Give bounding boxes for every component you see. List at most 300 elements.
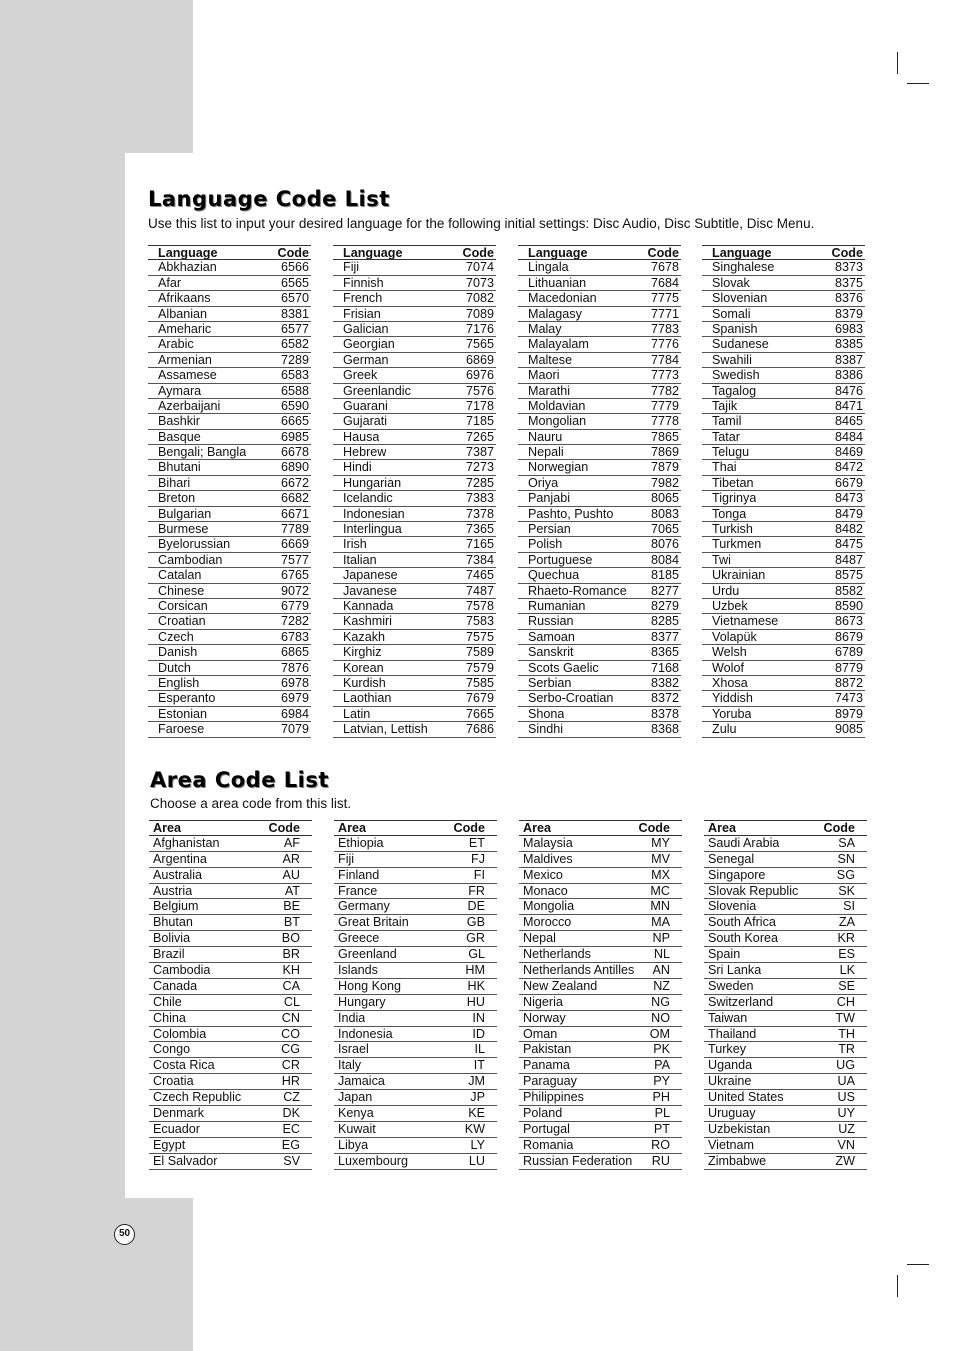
row-code: TR <box>838 1042 855 1057</box>
table-row <box>333 384 496 399</box>
table-row <box>518 553 681 568</box>
table-row <box>149 1138 312 1154</box>
table-column <box>519 820 682 1170</box>
row-name: Korean <box>343 660 384 675</box>
table-row <box>149 1058 312 1074</box>
row-name: Bhutan <box>153 915 193 930</box>
row-code: 7776 <box>650 337 679 352</box>
row-code: CN <box>281 1010 300 1025</box>
row-name: Thai <box>712 460 737 475</box>
row-code: MA <box>651 915 670 930</box>
table-header-row <box>334 820 497 836</box>
row-code: 9085 <box>834 722 863 737</box>
table-row <box>518 476 681 491</box>
row-name: Japan <box>338 1090 373 1105</box>
row-name: Malaysia <box>523 835 573 850</box>
table-row <box>702 522 865 537</box>
row-name: Indonesia <box>338 1026 393 1041</box>
row-code: SI <box>843 899 855 914</box>
row-code: NL <box>653 947 670 962</box>
table-row <box>148 645 311 660</box>
row-code: 7165 <box>465 537 494 552</box>
row-name: Nepali <box>528 445 564 460</box>
row-code: 8372 <box>650 691 679 706</box>
table-row <box>334 963 497 979</box>
row-name: Marathi <box>528 383 570 398</box>
row-code: CR <box>281 1058 300 1073</box>
row-name: Nigeria <box>523 994 563 1009</box>
row-name: Uruguay <box>708 1106 756 1121</box>
row-name: Germany <box>338 899 390 914</box>
row-name: El Salvador <box>153 1153 218 1168</box>
table-row <box>334 1011 497 1027</box>
table-row <box>702 645 865 660</box>
table-row <box>519 1106 682 1122</box>
table-row <box>333 522 496 537</box>
row-name: Vietnamese <box>712 614 779 629</box>
table-row <box>148 691 311 706</box>
row-code: 8373 <box>834 260 863 275</box>
row-code: 8076 <box>650 537 679 552</box>
row-name: Czech Republic <box>153 1090 242 1105</box>
row-code: 8476 <box>834 383 863 398</box>
table-row <box>702 491 865 506</box>
table-row <box>149 1011 312 1027</box>
row-name: Macedonian <box>528 291 597 306</box>
table-row <box>702 399 865 414</box>
row-code: 6985 <box>280 429 309 444</box>
table-row <box>333 553 496 568</box>
row-name: Yoruba <box>712 706 752 721</box>
table-row <box>333 430 496 445</box>
table-row <box>704 852 867 868</box>
row-name: Bulgarian <box>158 506 212 521</box>
row-name: Uzbekistan <box>708 1121 771 1136</box>
table-row <box>334 868 497 884</box>
row-name: Basque <box>158 429 201 444</box>
row-code: 6765 <box>280 568 309 583</box>
row-name: Maltese <box>528 352 573 367</box>
row-code: NG <box>651 994 670 1009</box>
table-row <box>519 868 682 884</box>
table-row <box>702 384 865 399</box>
header-name-label: Area <box>523 821 552 835</box>
table-row <box>519 947 682 963</box>
row-name: Indonesian <box>343 506 405 521</box>
header-name-label: Language <box>528 246 588 260</box>
row-name: Quechua <box>528 568 580 583</box>
table-row <box>519 1074 682 1090</box>
row-name: Abkhazian <box>158 260 217 275</box>
row-code: 8482 <box>834 522 863 537</box>
row-name: Cambodia <box>153 963 211 978</box>
row-code: AR <box>282 851 300 866</box>
row-code: UY <box>837 1106 855 1121</box>
row-name: Finnish <box>343 275 384 290</box>
row-name: Wolof <box>712 660 744 675</box>
table-row <box>333 276 496 291</box>
row-name: Zulu <box>712 722 737 737</box>
table-row <box>702 568 865 583</box>
row-code: CH <box>836 994 855 1009</box>
row-code: 8469 <box>834 445 863 460</box>
row-code: 7578 <box>465 598 494 613</box>
row-code: ZA <box>838 915 855 930</box>
row-name: Kurdish <box>343 675 386 690</box>
row-name: Corsican <box>158 598 208 613</box>
row-name: Serbian <box>528 675 572 690</box>
row-code: GB <box>466 915 485 930</box>
row-name: Lithuanian <box>528 275 587 290</box>
table-row <box>333 291 496 306</box>
table-row <box>702 291 865 306</box>
row-code: 6669 <box>280 537 309 552</box>
row-code: 7178 <box>465 398 494 413</box>
table-row <box>518 522 681 537</box>
row-name: Tibetan <box>712 475 754 490</box>
row-name: Afrikaans <box>158 291 211 306</box>
table-row <box>704 1090 867 1106</box>
table-row <box>518 430 681 445</box>
row-code: 7168 <box>650 660 679 675</box>
row-name: South Africa <box>708 915 776 930</box>
row-code: BO <box>281 931 300 946</box>
row-name: Croatia <box>153 1074 194 1089</box>
table-row <box>518 661 681 676</box>
row-name: Luxembourg <box>338 1153 409 1168</box>
row-name: Latvian, Lettish <box>343 722 428 737</box>
row-code: 8582 <box>834 583 863 598</box>
table-column <box>334 820 497 1170</box>
row-code: 6577 <box>280 321 309 336</box>
row-code: 6890 <box>280 460 309 475</box>
row-code: 7879 <box>650 460 679 475</box>
row-name: Russian <box>528 614 574 629</box>
table-row <box>518 353 681 368</box>
header-code-label: Code <box>268 821 300 835</box>
row-name: Turkey <box>708 1042 747 1057</box>
row-name: Jamaica <box>338 1074 385 1089</box>
table-row <box>518 384 681 399</box>
table-row <box>148 276 311 291</box>
row-name: Danish <box>158 645 198 660</box>
row-name: Turkish <box>712 522 753 537</box>
row-name: New Zealand <box>523 978 598 993</box>
table-row <box>333 691 496 706</box>
row-name: Kannada <box>343 598 394 613</box>
table-row <box>702 307 865 322</box>
table-row <box>704 915 867 931</box>
table-row <box>702 507 865 522</box>
row-code: HM <box>465 963 485 978</box>
row-code: HK <box>467 978 485 993</box>
row-name: Israel <box>338 1042 369 1057</box>
table-row <box>148 291 311 306</box>
row-code: 7865 <box>650 429 679 444</box>
row-name: Kirghiz <box>343 645 382 660</box>
row-name: Oman <box>523 1026 558 1041</box>
row-code: 7074 <box>465 260 494 275</box>
row-name: Denmark <box>153 1106 205 1121</box>
row-code: 8285 <box>650 614 679 629</box>
header-name-label: Language <box>343 246 403 260</box>
header-code-label: Code <box>823 821 855 835</box>
area-code-list-description: Choose a area code from this list. <box>150 796 352 811</box>
table-row <box>519 995 682 1011</box>
table-row <box>702 707 865 722</box>
row-name: Byelorussian <box>158 537 231 552</box>
table-row <box>149 963 312 979</box>
row-name: Hausa <box>343 429 380 444</box>
row-code: PT <box>653 1121 670 1136</box>
row-name: Maori <box>528 368 560 383</box>
table-row <box>148 676 311 691</box>
row-code: 7089 <box>465 306 494 321</box>
row-code: 7265 <box>465 429 494 444</box>
row-code: 7779 <box>650 398 679 413</box>
row-name: Oriya <box>528 475 559 490</box>
row-name: Maldives <box>523 851 573 866</box>
row-name: Bashkir <box>158 414 200 429</box>
row-name: Monaco <box>523 883 568 898</box>
table-row <box>334 979 497 995</box>
table-row <box>704 979 867 995</box>
row-code: 8375 <box>834 275 863 290</box>
table-column <box>702 245 865 738</box>
row-name: Japanese <box>343 568 398 583</box>
table-row <box>334 884 497 900</box>
row-name: Xhosa <box>712 675 748 690</box>
row-code: 8473 <box>834 491 863 506</box>
row-name: Ukraine <box>708 1074 752 1089</box>
table-row <box>518 399 681 414</box>
row-code: 7383 <box>465 491 494 506</box>
row-name: Senegal <box>708 851 755 866</box>
row-name: Portuguese <box>528 552 593 567</box>
row-name: Frisian <box>343 306 381 321</box>
table-header-row <box>704 820 867 836</box>
row-name: Yiddish <box>712 691 753 706</box>
table-row <box>518 507 681 522</box>
row-name: Slovak <box>712 275 750 290</box>
row-name: Egypt <box>153 1137 186 1152</box>
table-row <box>333 445 496 460</box>
row-name: Sindhi <box>528 722 564 737</box>
row-name: Tagalog <box>712 383 757 398</box>
row-code: PL <box>654 1106 670 1121</box>
row-code: IL <box>474 1042 485 1057</box>
row-name: Switzerland <box>708 994 774 1009</box>
table-row <box>702 260 865 275</box>
row-code: CO <box>281 1026 300 1041</box>
row-name: Albanian <box>158 306 208 321</box>
row-name: Mongolian <box>528 414 587 429</box>
row-code: GL <box>468 947 485 962</box>
row-name: Mexico <box>523 867 563 882</box>
row-name: Afghanistan <box>153 835 220 850</box>
table-row <box>333 260 496 275</box>
table-row <box>148 353 311 368</box>
table-row <box>702 353 865 368</box>
row-code: 7773 <box>650 368 679 383</box>
header-name-label: Area <box>708 821 737 835</box>
row-code: JM <box>468 1074 485 1089</box>
table-row <box>333 630 496 645</box>
row-code: 7579 <box>465 660 494 675</box>
row-code: IT <box>473 1058 485 1073</box>
table-row <box>518 445 681 460</box>
table-row <box>519 899 682 915</box>
row-code: 7487 <box>465 583 494 598</box>
row-code: 8979 <box>834 706 863 721</box>
table-row <box>149 884 312 900</box>
row-code: 7665 <box>465 706 494 721</box>
row-name: Sudanese <box>712 337 769 352</box>
row-code: FI <box>473 867 485 882</box>
table-row <box>148 384 311 399</box>
row-name: Tamil <box>712 414 742 429</box>
row-name: Icelandic <box>343 491 393 506</box>
row-code: AU <box>282 867 300 882</box>
row-code: HR <box>281 1074 300 1089</box>
row-code: 8379 <box>834 306 863 321</box>
row-name: Philippines <box>523 1090 584 1105</box>
table-row <box>333 676 496 691</box>
table-row <box>148 322 311 337</box>
row-code: 7082 <box>465 291 494 306</box>
row-code: 7282 <box>280 614 309 629</box>
row-code: 7473 <box>834 691 863 706</box>
row-name: Dutch <box>158 660 191 675</box>
table-row <box>704 1011 867 1027</box>
row-name: Costa Rica <box>153 1058 215 1073</box>
table-row <box>334 1058 497 1074</box>
row-name: Burmese <box>158 522 209 537</box>
row-name: Russian Federation <box>523 1153 633 1168</box>
table-row <box>702 414 865 429</box>
table-row <box>148 491 311 506</box>
table-row <box>704 1106 867 1122</box>
row-name: Persian <box>528 522 571 537</box>
row-name: Pakistan <box>523 1042 572 1057</box>
row-code: 6978 <box>280 675 309 690</box>
row-name: Greek <box>343 368 378 383</box>
table-row <box>518 645 681 660</box>
row-name: Kashmiri <box>343 614 392 629</box>
row-name: Galician <box>343 321 389 336</box>
row-code: 8376 <box>834 291 863 306</box>
row-code: 7289 <box>280 352 309 367</box>
row-name: France <box>338 883 378 898</box>
table-row <box>148 507 311 522</box>
row-name: Laothian <box>343 691 392 706</box>
table-row <box>702 676 865 691</box>
table-row <box>518 260 681 275</box>
row-code: JP <box>470 1090 485 1105</box>
table-row <box>148 476 311 491</box>
row-name: Zimbabwe <box>708 1153 767 1168</box>
row-code: CG <box>281 1042 300 1057</box>
row-name: Ethiopia <box>338 835 384 850</box>
table-row <box>704 947 867 963</box>
row-code: SE <box>838 978 855 993</box>
header-code-label: Code <box>277 246 309 260</box>
row-code: KH <box>282 963 300 978</box>
row-code: US <box>837 1090 855 1105</box>
row-name: Irish <box>343 537 367 552</box>
table-row <box>334 1090 497 1106</box>
row-code: SA <box>838 835 855 850</box>
table-row <box>333 707 496 722</box>
table-row <box>334 915 497 931</box>
row-name: Saudi Arabia <box>708 835 780 850</box>
table-row <box>333 476 496 491</box>
row-code: 8475 <box>834 537 863 552</box>
row-name: Morocco <box>523 915 572 930</box>
language-code-list-title: Language Code List <box>148 187 390 211</box>
row-code: 8479 <box>834 506 863 521</box>
table-row <box>148 522 311 537</box>
row-code: 6983 <box>834 321 863 336</box>
row-code: MC <box>650 883 670 898</box>
row-name: Canada <box>153 978 198 993</box>
row-name: Czech <box>158 629 194 644</box>
row-name: Ukrainian <box>712 568 766 583</box>
row-code: 7565 <box>465 337 494 352</box>
row-name: Great Britain <box>338 915 409 930</box>
row-code: 8365 <box>650 645 679 660</box>
table-row <box>334 1074 497 1090</box>
row-code: 6679 <box>834 475 863 490</box>
row-code: 7778 <box>650 414 679 429</box>
table-row <box>149 899 312 915</box>
row-name: Nepal <box>523 931 556 946</box>
row-code: NP <box>652 931 670 946</box>
row-name: Twi <box>712 552 731 567</box>
header-code-label: Code <box>638 821 670 835</box>
row-name: Rumanian <box>528 598 586 613</box>
row-code: 7876 <box>280 660 309 675</box>
row-code: 8487 <box>834 552 863 567</box>
table-row <box>519 1154 682 1170</box>
table-row <box>702 276 865 291</box>
table-row <box>334 1138 497 1154</box>
row-name: Tatar <box>712 429 740 444</box>
table-row <box>518 537 681 552</box>
table-row <box>333 460 496 475</box>
row-name: Australia <box>153 867 202 882</box>
row-code: SV <box>283 1153 300 1168</box>
row-name: Kenya <box>338 1106 374 1121</box>
row-name: Volapük <box>712 629 757 644</box>
table-row <box>149 947 312 963</box>
row-code: 7678 <box>650 260 679 275</box>
row-code: 7577 <box>280 552 309 567</box>
row-name: Bengali; Bangla <box>158 445 247 460</box>
row-name: Hungary <box>338 994 386 1009</box>
row-code: PK <box>653 1042 670 1057</box>
table-row <box>149 1027 312 1043</box>
row-code: VN <box>837 1137 855 1152</box>
row-code: 7589 <box>465 645 494 660</box>
row-code: 8083 <box>650 506 679 521</box>
row-code: 6678 <box>280 445 309 460</box>
row-code: PY <box>653 1074 670 1089</box>
crop-mark-bottom-horizontal <box>907 1264 929 1265</box>
table-row <box>702 445 865 460</box>
row-code: 6583 <box>280 368 309 383</box>
header-code-label: Code <box>647 246 679 260</box>
